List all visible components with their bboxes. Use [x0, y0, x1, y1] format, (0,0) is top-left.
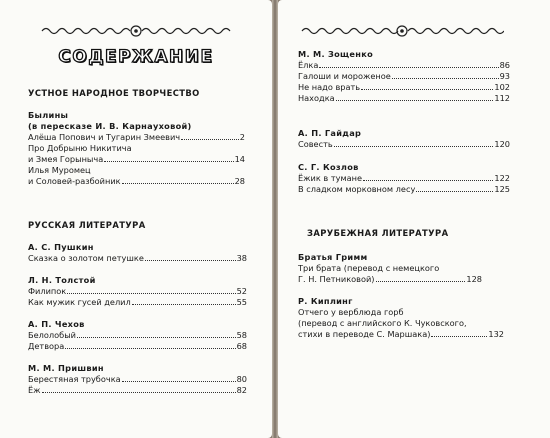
toc-page: 132 — [488, 329, 504, 339]
toc-title: Галоши и мороженое — [298, 71, 391, 81]
toc-page: 80 — [236, 374, 247, 384]
toc-entry[interactable] — [298, 274, 482, 285]
toc-entry[interactable] — [28, 176, 245, 187]
toc-page: 112 — [494, 93, 510, 103]
toc-page: 120 — [494, 139, 510, 149]
section-russian: РУССКАЯ ЛИТЕРАТУРА — [28, 220, 146, 230]
toc-page: 86 — [499, 60, 510, 70]
toc-title: и Змея Горыныча — [28, 154, 104, 164]
toc-title-line: Илья Муромец — [28, 165, 91, 175]
byliny-heading: Былины — [28, 110, 69, 120]
toc-page: 28 — [234, 176, 245, 186]
toc-page: 125 — [494, 184, 510, 194]
toc-page: 2 — [239, 132, 245, 142]
toc-page: 82 — [236, 385, 247, 395]
toc-entry[interactable] — [28, 341, 247, 352]
toc-title-line: (перевод с английского К. Чуковского, — [298, 318, 467, 328]
right-page — [278, 0, 550, 438]
toc-title: Г. Н. Петниковой) — [298, 274, 375, 284]
toc-title: Сказка о золотом петушке — [28, 253, 144, 263]
author-name: М. М. Зощенко — [298, 49, 374, 59]
toc-entry[interactable] — [28, 374, 247, 385]
toc-page: 102 — [494, 82, 510, 92]
toc-entry[interactable] — [28, 154, 245, 165]
author-name: М. М. Пришвин — [28, 363, 104, 373]
toc-entry[interactable] — [298, 184, 510, 195]
toc-entry[interactable] — [28, 297, 247, 308]
toc-title: и Соловей-разбойник — [28, 176, 121, 186]
author-name: А. С. Пушкин — [28, 242, 94, 252]
toc-page: 122 — [494, 173, 510, 183]
toc-title-line: Три брата (перевод с немецкого — [298, 263, 440, 273]
left-ornament — [40, 25, 232, 37]
toc-title: Не надо врать — [298, 82, 361, 92]
toc-title: Ёлка — [298, 60, 319, 70]
left-page — [0, 0, 272, 438]
toc-entry[interactable] — [298, 329, 504, 340]
toc-entry[interactable] — [298, 173, 510, 184]
toc-title-line: Про Добрыню Никитича — [28, 143, 132, 153]
section-foreign: ЗАРУБЕЖНАЯ ЛИТЕРАТУРА — [307, 228, 449, 238]
toc-title: Белолобый — [28, 330, 76, 340]
section-folk: УСТНОЕ НАРОДНОЕ ТВОРЧЕСТВО — [28, 88, 200, 98]
byliny-subheading: (в пересказе И. В. Карнауховой) — [28, 121, 192, 131]
toc-title: Детвора — [28, 341, 65, 351]
toc-entry[interactable] — [28, 385, 247, 396]
toc-title: В сладком морковном лесу — [298, 184, 416, 194]
toc-entry[interactable] — [28, 286, 247, 297]
toc-page: 55 — [236, 297, 247, 307]
toc-title: Ёжик в тумане — [298, 173, 363, 183]
author-name: Л. Н. Толстой — [28, 275, 96, 285]
toc-entry[interactable] — [298, 60, 510, 71]
author-name: Р. Киплинг — [298, 296, 353, 306]
toc-page: 128 — [466, 274, 482, 284]
toc-page: 68 — [236, 341, 247, 351]
toc-page: 58 — [236, 330, 247, 340]
right-ornament — [300, 25, 504, 37]
toc-entry[interactable] — [298, 71, 510, 82]
toc-entry[interactable] — [298, 139, 510, 150]
toc-entry[interactable] — [298, 93, 510, 104]
toc-title: Находка — [298, 93, 335, 103]
toc-entry[interactable] — [28, 132, 245, 143]
toc-page: 38 — [236, 253, 247, 263]
toc-title: стихи в переводе С. Маршака) — [298, 329, 431, 339]
author-name: А. П. Чехов — [28, 319, 85, 329]
toc-title: Как мужик гусей делил — [28, 297, 131, 307]
toc-page: 52 — [236, 286, 247, 296]
toc-page: 93 — [499, 71, 510, 81]
toc-title-line: Отчего у верблюда горб — [298, 307, 404, 317]
author-name: Братья Гримм — [298, 252, 368, 262]
toc-entry[interactable] — [28, 330, 247, 341]
toc-title: Филипок — [28, 286, 67, 296]
author-name: А. П. Гайдар — [298, 128, 362, 138]
toc-title: Берестяная трубочка — [28, 374, 121, 384]
toc-page: 14 — [234, 154, 245, 164]
toc-title: Алёша Попович и Тугарин Змеевич — [28, 132, 181, 142]
author-name: С. Г. Козлов — [298, 162, 359, 172]
toc-entry[interactable] — [298, 82, 510, 93]
toc-title: Совесть — [298, 139, 333, 149]
page-title: СОДЕРЖАНИЕ — [58, 47, 214, 67]
toc-title: Ёж — [28, 385, 41, 395]
toc-entry[interactable] — [28, 253, 247, 264]
